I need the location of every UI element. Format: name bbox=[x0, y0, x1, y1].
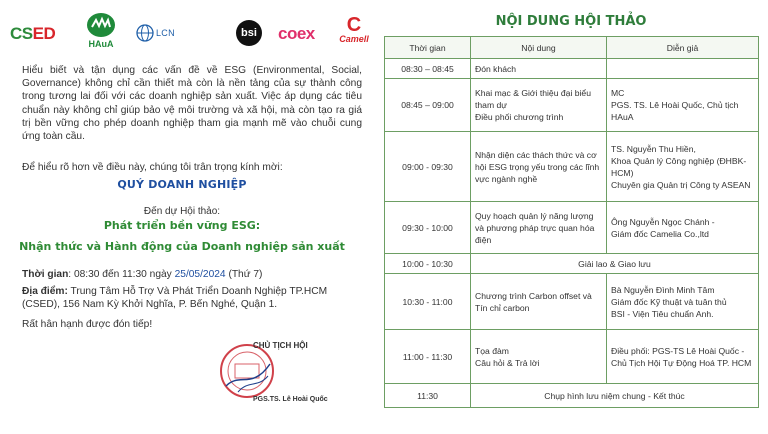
row-content bbox=[471, 132, 607, 202]
content-line: Điều phối chương trình bbox=[475, 112, 564, 122]
event-time bbox=[22, 268, 362, 281]
header-time: Thời gian bbox=[385, 37, 471, 59]
haua-emblem-icon bbox=[86, 12, 116, 38]
haua-logo bbox=[78, 12, 124, 56]
row-speaker bbox=[607, 202, 759, 254]
row-content bbox=[471, 59, 607, 79]
signature-name: PGS.TS. Lê Hoài Quốc bbox=[253, 396, 328, 403]
agenda-row bbox=[385, 202, 759, 254]
agenda-table bbox=[384, 36, 759, 408]
speaker-line: Ông Nguyễn Ngọc Chánh - bbox=[611, 216, 715, 227]
row-speaker bbox=[607, 274, 759, 330]
speaker-line: TS. Nguyễn Thu Hiền, bbox=[611, 143, 696, 154]
csed-logo bbox=[10, 24, 55, 44]
speaker-line: Bà Nguyễn Đình Minh Tâm bbox=[611, 284, 715, 295]
content-line: Khai mạc & Giới thiệu đại biểu tham dự bbox=[475, 88, 591, 110]
intro-paragraph: Hiểu biết và tận dụng các vấn đề về ESG (Environmental, Social, Governance) không chỉ cần thiết mà còn là nền tảng của sự thành công trong tương lai đối với các doanh nghiệp sản xuất. Việc áp dụng các tiêu chuẩn này không chỉ giúp bảo vệ môi trường và xã hội, mà còn tạo ra giá trị bền vững cho phép doanh nghiệp tham gia mạnh mẽ vào chuỗi cung ứng toàn cầu. bbox=[22, 65, 362, 143]
coex-logo bbox=[278, 24, 315, 44]
closing-line: Rất hân hạnh được đón tiếp! bbox=[22, 319, 153, 330]
speaker-line: PGS. TS. Lê Hoài Quốc, Chủ tịch HAuA bbox=[611, 100, 739, 122]
header-speaker: Diễn giả bbox=[607, 37, 759, 59]
time-label: Thời gian bbox=[22, 269, 69, 280]
row-full-content: Giải lao & Giao lưu bbox=[471, 254, 759, 274]
event-date: 25/05/2024 bbox=[174, 269, 226, 280]
row-content bbox=[471, 202, 607, 254]
row-speaker bbox=[607, 79, 759, 132]
agenda-row bbox=[385, 132, 759, 202]
address-value: Trung Tâm Hỗ Trợ Và Phát Triển Doanh Nghiệp TP.HCM (CSED), 156 Nam Kỳ Khởi Nghĩa, P. Bến Nghé, Quận 1. bbox=[22, 286, 328, 311]
row-time: 09:00 - 09:30 bbox=[385, 132, 471, 202]
official-stamp bbox=[218, 342, 276, 400]
agenda-row bbox=[385, 274, 759, 330]
speaker-line: MC bbox=[611, 88, 625, 98]
row-full-content: Chụp hình lưu niệm chung - Kết thúc bbox=[471, 384, 759, 408]
content-line: Câu hỏi & Trả lời bbox=[475, 357, 540, 368]
content-line: Nhận diện các thách thức và cơ hội ESG trọng yếu trong các lĩnh vực ngành nghề bbox=[475, 149, 600, 184]
csed-logo-text-1: CS bbox=[10, 24, 33, 43]
signature-title: CHỦ TỊCH HỘI bbox=[253, 341, 308, 350]
invitation-line: Để hiểu rõ hơn về điều này, chúng tôi trân trọng kính mời: bbox=[22, 162, 283, 173]
haua-logo-label: HAuA bbox=[88, 39, 114, 49]
row-time: 11:00 - 11:30 bbox=[385, 330, 471, 384]
speaker-line: BSI - Viện Tiêu chuẩn Anh. bbox=[611, 308, 714, 319]
event-address bbox=[22, 285, 362, 312]
event-weekday: (Thứ 7) bbox=[225, 269, 263, 280]
agenda-row-break bbox=[385, 254, 759, 274]
event-subtitle: Nhận thức và Hành động của Doanh nghiệp sản xuất bbox=[19, 240, 345, 253]
agenda-row bbox=[385, 79, 759, 132]
row-time: 10:00 - 10:30 bbox=[385, 254, 471, 274]
camell-logo-mark: C bbox=[346, 14, 362, 36]
camell-logo bbox=[334, 16, 374, 44]
recipient-heading: QUÝ DOANH NGHIỆP bbox=[117, 178, 247, 191]
row-time: 08:30 – 08:45 bbox=[385, 59, 471, 79]
content-line: Quy hoạch quản lý năng lượng và phương pháp trực quan hóa điện bbox=[475, 210, 595, 245]
speaker-line: Giám đốc Kỹ thuật và tuân thủ bbox=[611, 296, 727, 307]
header-content: Nội dung bbox=[471, 37, 607, 59]
content-line: Đón khách bbox=[475, 63, 517, 74]
agenda-row-closing bbox=[385, 384, 759, 408]
row-time: 11:30 bbox=[385, 384, 471, 408]
camell-logo-label: Camell bbox=[339, 34, 369, 44]
bsi-logo bbox=[236, 20, 262, 46]
row-content bbox=[471, 274, 607, 330]
lcn-logo-label: LCN bbox=[156, 28, 175, 38]
row-content bbox=[471, 79, 607, 132]
event-title: Phát triển bền vững ESG: bbox=[103, 219, 261, 232]
csed-logo-text-2: ED bbox=[32, 24, 56, 43]
agenda-row bbox=[385, 330, 759, 384]
content-line: Tọa đàm bbox=[475, 345, 509, 356]
row-content bbox=[471, 330, 607, 384]
globe-icon bbox=[136, 24, 154, 42]
logo-bar bbox=[8, 10, 368, 60]
agenda-row bbox=[385, 59, 759, 79]
speaker-line: Giám đốc Camelia Co.,ltd bbox=[611, 228, 709, 239]
row-time: 08:45 – 09:00 bbox=[385, 79, 471, 132]
speaker-line: Điều phối: PGS-TS Lê Hoài Quốc - Chủ Tịch Hội Tự Động Hoá TP. HCM bbox=[611, 345, 752, 368]
row-time: 10:30 - 11:00 bbox=[385, 274, 471, 330]
content-line: Chương trình Carbon offset và Tín chỉ carbon bbox=[475, 290, 592, 313]
lcn-logo bbox=[136, 24, 175, 42]
row-time: 09:30 - 10:00 bbox=[385, 202, 471, 254]
bsi-logo-label: bsi bbox=[241, 27, 257, 39]
time-value: : 08:30 đến 11:30 ngày bbox=[68, 269, 175, 280]
address-label: Địa điểm: bbox=[22, 286, 68, 297]
attend-line: Đến dự Hội thảo: bbox=[143, 206, 221, 217]
coex-logo-label: coex bbox=[278, 24, 315, 43]
agenda-title: NỘI DUNG HỘI THẢO bbox=[495, 14, 647, 29]
speaker-line: Khoa Quản lý Công nghiệp (ĐHBK-HCM) bbox=[611, 155, 747, 178]
row-speaker bbox=[607, 59, 759, 79]
speaker-line: Chuyên gia Quản trị Công ty ASEAN bbox=[611, 179, 751, 190]
agenda-header-row bbox=[385, 37, 759, 59]
row-speaker bbox=[607, 330, 759, 384]
row-speaker bbox=[607, 132, 759, 202]
